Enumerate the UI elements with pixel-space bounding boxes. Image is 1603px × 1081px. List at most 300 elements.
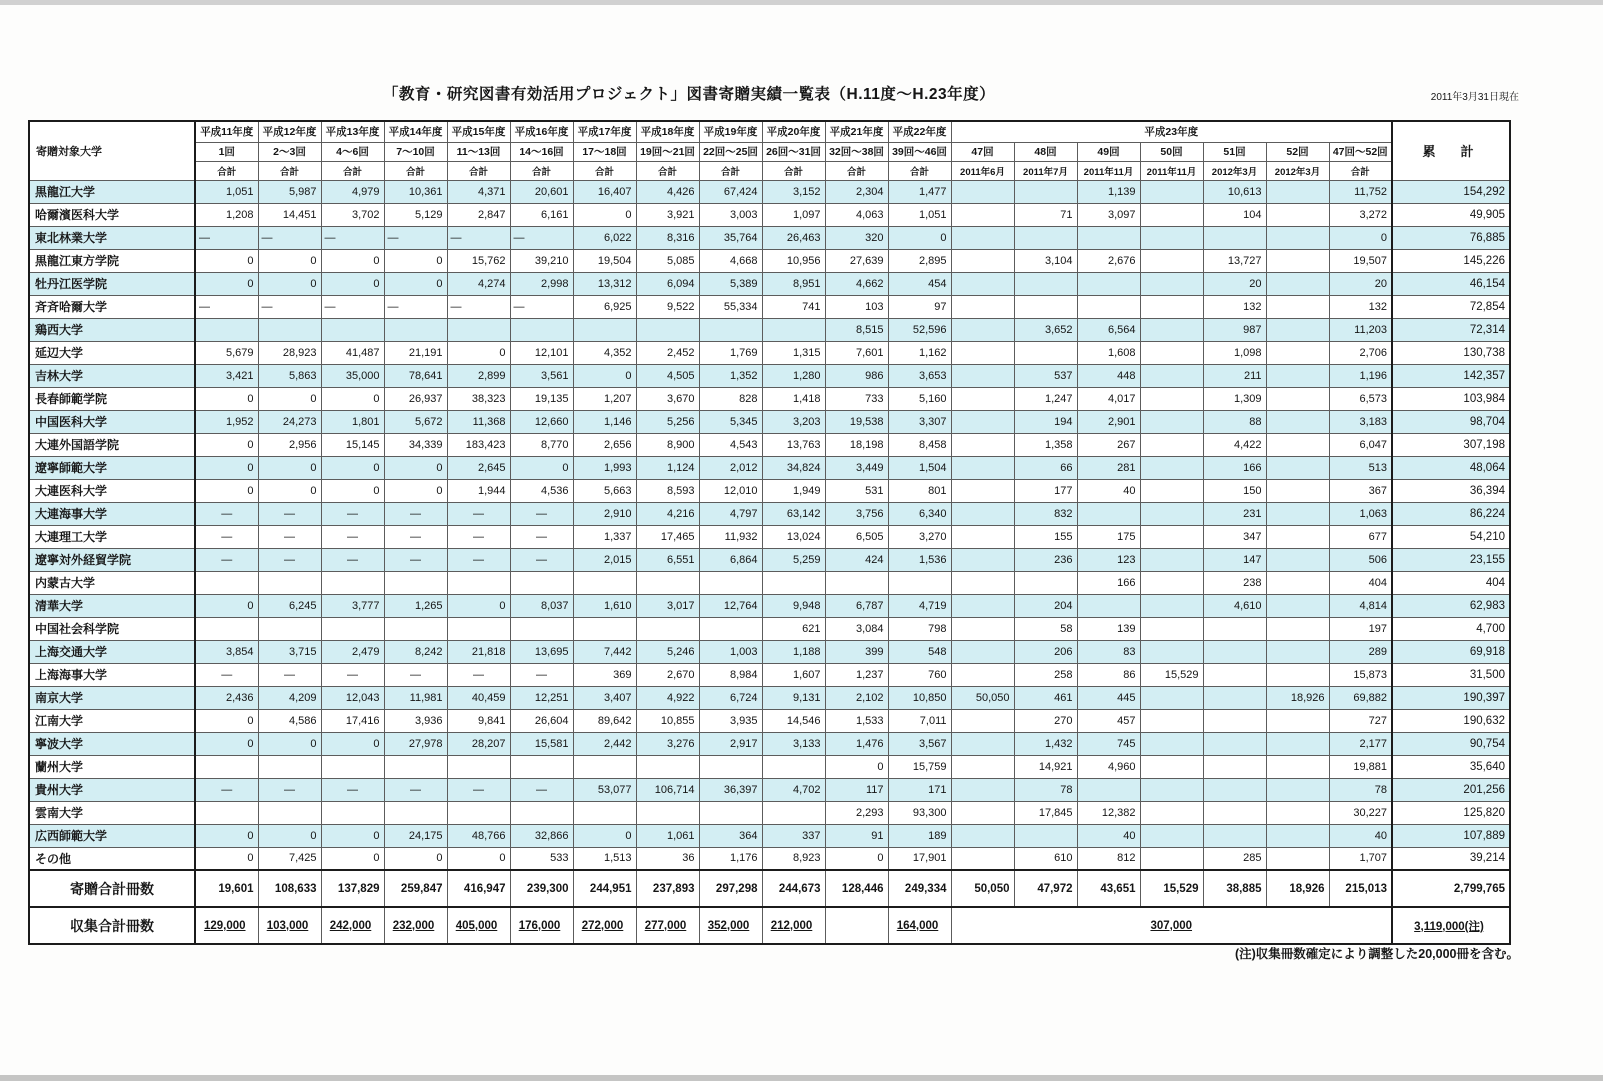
value-cell	[1140, 249, 1203, 272]
value-cell: 4,960	[1077, 755, 1140, 778]
value-cell: 1,952	[195, 410, 258, 433]
value-cell: 7,425	[258, 847, 321, 870]
donation-total-cell: 19,601	[195, 870, 258, 907]
value-cell: 404	[1392, 571, 1510, 594]
value-cell: 0	[1329, 226, 1392, 249]
value-cell: 4,797	[699, 502, 762, 525]
donation-total-cell: 239,300	[510, 870, 573, 907]
value-cell	[195, 617, 258, 640]
value-cell: 190,632	[1392, 709, 1510, 732]
value-cell: 11,752	[1329, 180, 1392, 203]
value-cell: 6,551	[636, 548, 699, 571]
page-title: 「教育・研究図書有効活用プロジェクト」図書寄贈実績一覧表（H.11度～H.23年度）	[382, 86, 996, 103]
value-cell: 0	[447, 847, 510, 870]
value-cell	[258, 755, 321, 778]
value-cell: 20	[1203, 272, 1266, 295]
value-cell: 0	[195, 479, 258, 502]
value-cell: 4,719	[888, 594, 951, 617]
value-cell: 9,948	[762, 594, 825, 617]
value-cell: 4,543	[699, 433, 762, 456]
value-cell: 347	[1203, 525, 1266, 548]
value-cell: —	[510, 663, 573, 686]
value-cell	[951, 479, 1014, 502]
column-header-subtotal: 合計	[447, 161, 510, 180]
value-cell: 183,423	[447, 433, 510, 456]
value-cell	[951, 640, 1014, 663]
value-cell	[1266, 341, 1329, 364]
value-cell	[1266, 249, 1329, 272]
table-row	[29, 548, 1510, 571]
collection-total-h23-span: 307,000	[951, 907, 1392, 944]
value-cell: 1,608	[1077, 341, 1140, 364]
value-cell: 6,340	[888, 502, 951, 525]
value-cell	[762, 755, 825, 778]
value-cell: 1,063	[1329, 502, 1392, 525]
value-cell	[951, 226, 1014, 249]
value-cell	[951, 410, 1014, 433]
value-cell: 15,762	[447, 249, 510, 272]
value-cell: 10,956	[762, 249, 825, 272]
value-cell	[951, 295, 1014, 318]
value-cell	[825, 571, 888, 594]
value-cell: 4,922	[636, 686, 699, 709]
value-cell	[762, 801, 825, 824]
value-cell: 0	[195, 594, 258, 617]
value-cell: 1,337	[573, 525, 636, 548]
column-header-year: 平成15年度	[447, 121, 510, 142]
value-cell: 2,956	[258, 433, 321, 456]
header-row-sessions	[29, 142, 1510, 161]
collection-total-cumulative: 3,119,000(注)	[1392, 907, 1510, 944]
value-cell: —	[258, 502, 321, 525]
value-cell: 3,276	[636, 732, 699, 755]
value-cell	[951, 341, 1014, 364]
value-cell	[1203, 801, 1266, 824]
value-cell: —	[510, 548, 573, 571]
table-row	[29, 341, 1510, 364]
value-cell: 0	[510, 456, 573, 479]
value-cell: 1,801	[321, 410, 384, 433]
value-cell	[195, 571, 258, 594]
value-cell: 15,759	[888, 755, 951, 778]
value-cell	[1203, 617, 1266, 640]
value-cell: 0	[258, 732, 321, 755]
value-cell	[636, 617, 699, 640]
value-cell: —	[258, 295, 321, 318]
table-row	[29, 755, 1510, 778]
value-cell: 11,368	[447, 410, 510, 433]
value-cell: 1,533	[825, 709, 888, 732]
value-cell: 3,715	[258, 640, 321, 663]
value-cell: 0	[195, 847, 258, 870]
value-cell	[321, 318, 384, 341]
value-cell: 2,304	[825, 180, 888, 203]
value-cell	[447, 755, 510, 778]
value-cell: 6,724	[699, 686, 762, 709]
value-cell: 4,586	[258, 709, 321, 732]
column-header-cumulative: 累 計	[1392, 121, 1510, 180]
value-cell: 18,198	[825, 433, 888, 456]
university-name: 黒龍江大学	[29, 180, 195, 203]
value-cell: 11,932	[699, 525, 762, 548]
value-cell: 36,397	[699, 778, 762, 801]
value-cell	[573, 571, 636, 594]
value-cell: 4,352	[573, 341, 636, 364]
column-header-session: 11～13回	[447, 142, 510, 161]
university-name: 中国医科大学	[29, 410, 195, 433]
value-cell	[1140, 364, 1203, 387]
value-cell: 0	[258, 387, 321, 410]
value-cell: 238	[1203, 571, 1266, 594]
value-cell: 2,676	[1077, 249, 1140, 272]
value-cell: 533	[510, 847, 573, 870]
value-cell: 3,561	[510, 364, 573, 387]
value-cell: 1,944	[447, 479, 510, 502]
value-cell	[1203, 640, 1266, 663]
value-cell: 0	[573, 364, 636, 387]
value-cell	[1203, 755, 1266, 778]
value-cell	[951, 249, 1014, 272]
value-cell: 448	[1077, 364, 1140, 387]
table-row	[29, 502, 1510, 525]
column-header-month: 合計	[1329, 161, 1392, 180]
value-cell: 197	[1329, 617, 1392, 640]
value-cell: 166	[1203, 456, 1266, 479]
value-cell: 760	[888, 663, 951, 686]
value-cell: 3,567	[888, 732, 951, 755]
value-cell	[1014, 272, 1077, 295]
value-cell: 28,207	[447, 732, 510, 755]
column-header-subtotal: 合計	[762, 161, 825, 180]
donation-total-cell: 15,529	[1140, 870, 1203, 907]
value-cell	[447, 801, 510, 824]
value-cell: 41,487	[321, 341, 384, 364]
donation-table	[28, 120, 1511, 945]
value-cell: —	[195, 548, 258, 571]
value-cell: 194	[1014, 410, 1077, 433]
value-cell: 0	[195, 272, 258, 295]
value-cell: 40	[1329, 824, 1392, 847]
value-cell: 812	[1077, 847, 1140, 870]
value-cell: 404	[1329, 571, 1392, 594]
table-row	[29, 318, 1510, 341]
university-name: 大連理工大学	[29, 525, 195, 548]
table-row	[29, 778, 1510, 801]
column-header-month: 2011年7月	[1014, 161, 1077, 180]
value-cell: 1,352	[699, 364, 762, 387]
column-header-year: 平成17年度	[573, 121, 636, 142]
value-cell: —	[384, 778, 447, 801]
collection-total-cell: 232,000	[384, 907, 447, 944]
value-cell	[951, 801, 1014, 824]
value-cell: 6,094	[636, 272, 699, 295]
value-cell: 0	[258, 456, 321, 479]
value-cell: —	[384, 226, 447, 249]
column-header-session: 2～3回	[258, 142, 321, 161]
column-header-session: 47回～52回	[1329, 142, 1392, 161]
value-cell	[1266, 410, 1329, 433]
value-cell: 5,345	[699, 410, 762, 433]
value-cell: 48,064	[1392, 456, 1510, 479]
value-cell	[1140, 709, 1203, 732]
value-cell: 19,881	[1329, 755, 1392, 778]
value-cell: 0	[258, 249, 321, 272]
value-cell: 171	[888, 778, 951, 801]
value-cell	[636, 755, 699, 778]
collection-total-label: 収集合計冊数	[29, 907, 195, 944]
value-cell	[1140, 732, 1203, 755]
value-cell: 40	[1077, 479, 1140, 502]
value-cell	[1014, 180, 1077, 203]
university-name: 貴州大学	[29, 778, 195, 801]
university-name: 南京大学	[29, 686, 195, 709]
value-cell	[1266, 318, 1329, 341]
value-cell: 5,246	[636, 640, 699, 663]
column-header-subtotal: 合計	[258, 161, 321, 180]
value-cell: 3,003	[699, 203, 762, 226]
value-cell: 3,935	[699, 709, 762, 732]
value-cell: 3,777	[321, 594, 384, 617]
value-cell: 2,847	[447, 203, 510, 226]
value-cell: 28,923	[258, 341, 321, 364]
value-cell: 142,357	[1392, 364, 1510, 387]
donation-total-cell: 128,446	[825, 870, 888, 907]
column-header-session: 52回	[1266, 142, 1329, 161]
value-cell: 1,097	[762, 203, 825, 226]
table-row	[29, 249, 1510, 272]
value-cell: 5,389	[699, 272, 762, 295]
value-cell: 6,864	[699, 548, 762, 571]
value-cell: 1,265	[384, 594, 447, 617]
value-cell: 11,203	[1329, 318, 1392, 341]
value-cell: 0	[321, 387, 384, 410]
value-cell: 4,371	[447, 180, 510, 203]
value-cell: 0	[258, 824, 321, 847]
university-name: 内蒙古大学	[29, 571, 195, 594]
university-name: 斉斉哈爾大学	[29, 295, 195, 318]
value-cell: 5,672	[384, 410, 447, 433]
value-cell: —	[447, 663, 510, 686]
value-cell	[951, 617, 1014, 640]
value-cell: 23,155	[1392, 548, 1510, 571]
value-cell: 6,047	[1329, 433, 1392, 456]
value-cell: 26,604	[510, 709, 573, 732]
value-cell: 0	[321, 824, 384, 847]
donation-total-cell: 259,847	[384, 870, 447, 907]
university-name: 哈爾濱医科大学	[29, 203, 195, 226]
university-name: 大連外国語学院	[29, 433, 195, 456]
university-name: 東北林業大学	[29, 226, 195, 249]
value-cell: 5,259	[762, 548, 825, 571]
value-cell	[1140, 594, 1203, 617]
value-cell	[1140, 755, 1203, 778]
value-cell: 91	[825, 824, 888, 847]
table-row	[29, 617, 1510, 640]
collection-total-cell: 176,000	[510, 907, 573, 944]
value-cell	[762, 571, 825, 594]
donation-total-cell: 108,633	[258, 870, 321, 907]
value-cell: 150	[1203, 479, 1266, 502]
value-cell: 1,124	[636, 456, 699, 479]
value-cell	[1266, 732, 1329, 755]
value-cell: 21,818	[447, 640, 510, 663]
value-cell	[1266, 847, 1329, 870]
value-cell: 8,593	[636, 479, 699, 502]
value-cell: 0	[825, 847, 888, 870]
value-cell	[195, 801, 258, 824]
value-cell: 1,098	[1203, 341, 1266, 364]
value-cell: 107,889	[1392, 824, 1510, 847]
value-cell	[384, 318, 447, 341]
value-cell: 21,191	[384, 341, 447, 364]
value-cell: 15,529	[1140, 663, 1203, 686]
value-cell: 5,987	[258, 180, 321, 203]
value-cell	[1266, 571, 1329, 594]
value-cell: 0	[573, 824, 636, 847]
value-cell: 2,899	[447, 364, 510, 387]
value-cell	[1266, 824, 1329, 847]
table-row	[29, 226, 1510, 249]
value-cell: 69,918	[1392, 640, 1510, 663]
value-cell: 258	[1014, 663, 1077, 686]
value-cell: —	[447, 226, 510, 249]
value-cell: 8,037	[510, 594, 573, 617]
value-cell	[1077, 778, 1140, 801]
value-cell	[573, 617, 636, 640]
value-cell	[1140, 571, 1203, 594]
value-cell: 12,043	[321, 686, 384, 709]
university-name: 延辺大学	[29, 341, 195, 364]
value-cell: 3,653	[888, 364, 951, 387]
value-cell: 26,463	[762, 226, 825, 249]
university-name: 鶏西大学	[29, 318, 195, 341]
value-cell: 5,256	[636, 410, 699, 433]
value-cell: —	[321, 295, 384, 318]
value-cell	[510, 318, 573, 341]
value-cell: 4,017	[1077, 387, 1140, 410]
value-cell: 231	[1203, 502, 1266, 525]
value-cell	[510, 571, 573, 594]
value-cell	[1266, 387, 1329, 410]
value-cell: 4,216	[636, 502, 699, 525]
value-cell: 6,022	[573, 226, 636, 249]
value-cell: 1,707	[1329, 847, 1392, 870]
scan-artifact-top	[0, 0, 1603, 5]
value-cell: 4,063	[825, 203, 888, 226]
column-header-year: 平成16年度	[510, 121, 573, 142]
value-cell	[1140, 456, 1203, 479]
value-cell: 3,270	[888, 525, 951, 548]
value-cell: 104	[1203, 203, 1266, 226]
donation-total-cell: 416,947	[447, 870, 510, 907]
value-cell: 445	[1077, 686, 1140, 709]
value-cell	[1266, 801, 1329, 824]
value-cell	[1140, 640, 1203, 663]
value-cell: 52,596	[888, 318, 951, 341]
collection-total-cell: 242,000	[321, 907, 384, 944]
university-name: 大連海事大学	[29, 502, 195, 525]
value-cell	[1266, 548, 1329, 571]
value-cell: 2,901	[1077, 410, 1140, 433]
value-cell: 71	[1014, 203, 1077, 226]
value-cell: 1,993	[573, 456, 636, 479]
value-cell	[258, 318, 321, 341]
column-header-year: 平成20年度	[762, 121, 825, 142]
value-cell: 0	[195, 732, 258, 755]
value-cell: 106,714	[636, 778, 699, 801]
value-cell: 3,152	[762, 180, 825, 203]
value-cell	[1014, 226, 1077, 249]
value-cell: —	[321, 778, 384, 801]
value-cell: 832	[1014, 502, 1077, 525]
table-row	[29, 824, 1510, 847]
value-cell: 72,314	[1392, 318, 1510, 341]
value-cell: —	[195, 778, 258, 801]
value-cell	[951, 364, 1014, 387]
value-cell: 4,209	[258, 686, 321, 709]
value-cell	[951, 203, 1014, 226]
value-cell: 3,921	[636, 203, 699, 226]
value-cell: 10,850	[888, 686, 951, 709]
footnote: (注)収集冊数確定により調整した20,000冊を含む。	[1234, 947, 1519, 961]
value-cell: 19,507	[1329, 249, 1392, 272]
value-cell	[1077, 502, 1140, 525]
value-cell: 12,382	[1077, 801, 1140, 824]
value-cell: —	[321, 502, 384, 525]
value-cell: 20,601	[510, 180, 573, 203]
value-cell: 4,979	[321, 180, 384, 203]
value-cell: 32,866	[510, 824, 573, 847]
column-header-universities: 寄贈対象大学	[29, 121, 195, 180]
value-cell: 58	[1014, 617, 1077, 640]
column-header-session: 48回	[1014, 142, 1077, 161]
value-cell	[951, 433, 1014, 456]
value-cell: 3,272	[1329, 203, 1392, 226]
value-cell: 39,214	[1392, 847, 1510, 870]
value-cell	[447, 571, 510, 594]
value-cell: 83	[1077, 640, 1140, 663]
value-cell	[1140, 341, 1203, 364]
value-cell: 4,702	[762, 778, 825, 801]
value-cell: 50,050	[951, 686, 1014, 709]
table-row	[29, 709, 1510, 732]
value-cell	[636, 571, 699, 594]
value-cell: 741	[762, 295, 825, 318]
value-cell: 307,198	[1392, 433, 1510, 456]
value-cell: 9,841	[447, 709, 510, 732]
value-cell	[1266, 525, 1329, 548]
table-row	[29, 456, 1510, 479]
value-cell: 8,923	[762, 847, 825, 870]
value-cell: 46,154	[1392, 272, 1510, 295]
value-cell: 2,656	[573, 433, 636, 456]
value-cell: —	[447, 525, 510, 548]
value-cell: 54,210	[1392, 525, 1510, 548]
value-cell: 36,394	[1392, 479, 1510, 502]
value-cell	[762, 318, 825, 341]
value-cell	[1077, 594, 1140, 617]
value-cell	[1140, 525, 1203, 548]
value-cell: —	[258, 778, 321, 801]
value-cell: 132	[1329, 295, 1392, 318]
value-cell	[1140, 824, 1203, 847]
value-cell	[1140, 502, 1203, 525]
column-header-year: 平成14年度	[384, 121, 447, 142]
column-header-subtotal: 合計	[636, 161, 699, 180]
value-cell: 7,601	[825, 341, 888, 364]
value-cell: 5,085	[636, 249, 699, 272]
donation-total-cell: 244,673	[762, 870, 825, 907]
